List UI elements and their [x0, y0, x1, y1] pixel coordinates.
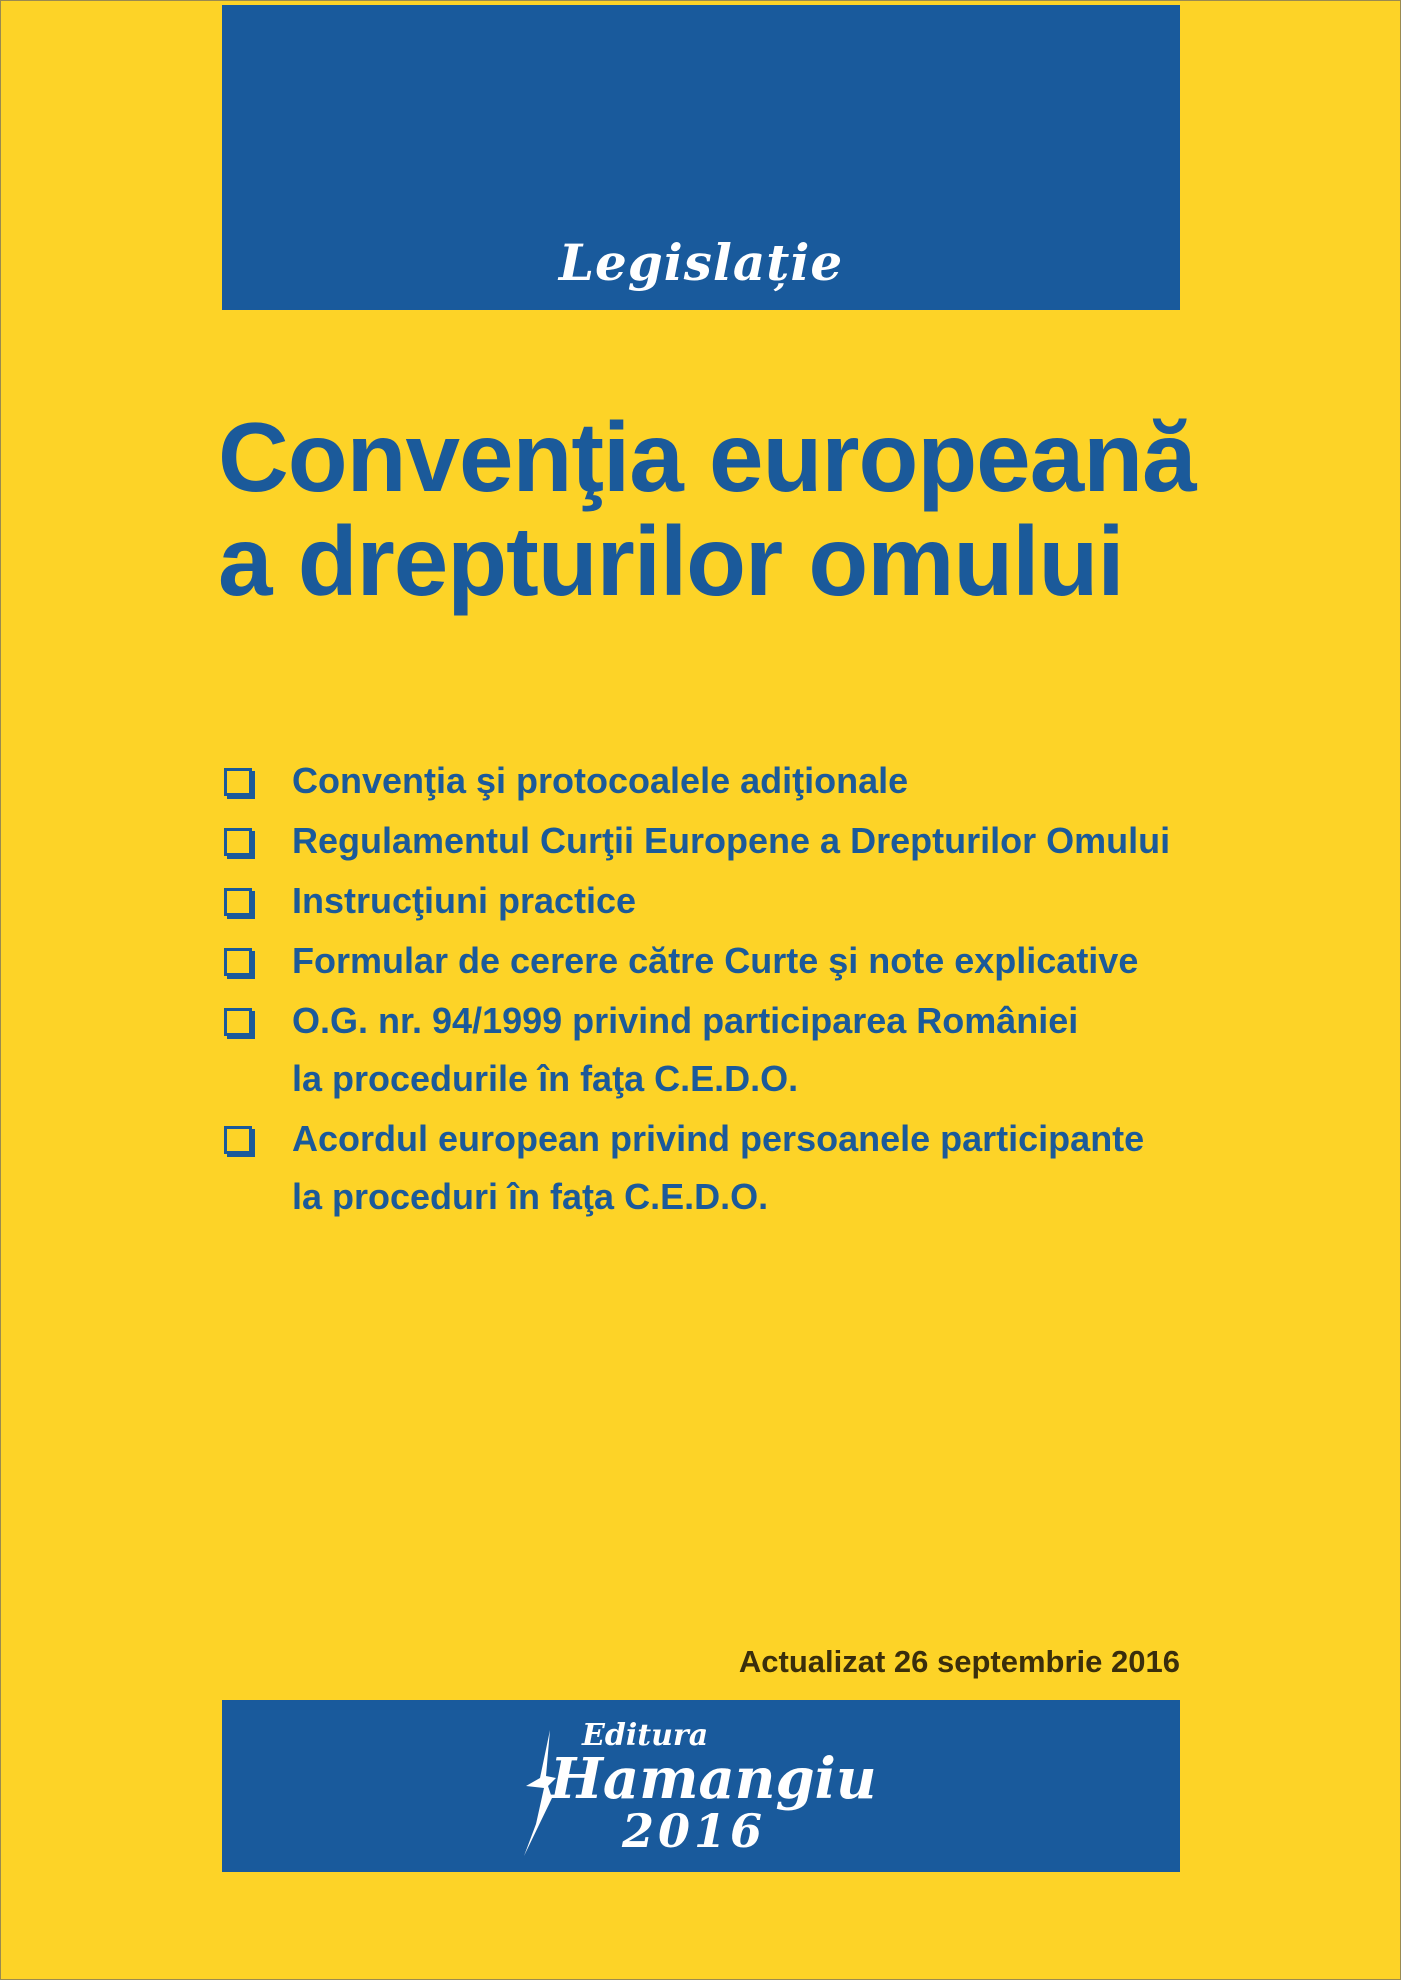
contents-list	[222, 752, 1170, 1228]
checkbox-icon	[224, 1126, 252, 1154]
list-item-line: Instrucţiuni practice	[292, 880, 637, 921]
publisher-name: Hamangiu	[550, 1746, 877, 1812]
list-item-line: la procedurile în faţa C.E.D.O.	[292, 1058, 799, 1099]
title-line-1: Convenţia europeană	[218, 402, 1196, 512]
list-item-text	[292, 992, 1078, 1108]
publisher-prefix: Editura	[582, 1718, 709, 1753]
checkbox-icon	[224, 828, 252, 856]
list-item-line: Acordul european privind persoanele participante	[292, 1118, 1145, 1159]
title-line-2: a drepturilor omului	[218, 506, 1124, 616]
publisher-band	[222, 1700, 1180, 1872]
book-title	[218, 402, 1196, 616]
checkbox-icon	[224, 1008, 252, 1036]
list-item-text	[292, 932, 1138, 990]
publisher-logo	[522, 1718, 922, 1858]
list-item	[222, 752, 1170, 810]
list-item-line: Convenţia şi protocoalele adiţionale	[292, 760, 909, 801]
list-item-text	[292, 752, 908, 810]
series-label: Legislație	[558, 233, 844, 292]
list-item-line: Regulamentul Curţii Europene a Drepturilor Omului	[292, 820, 1171, 861]
list-item	[222, 872, 1170, 930]
series-band	[222, 5, 1180, 310]
list-item	[222, 932, 1170, 990]
list-item	[222, 992, 1170, 1108]
list-item	[222, 812, 1170, 870]
checkbox-icon	[224, 888, 252, 916]
checkbox-icon	[224, 948, 252, 976]
list-item-text	[292, 812, 1170, 870]
publisher-year: 2016	[622, 1804, 767, 1858]
list-item-text	[292, 1110, 1144, 1226]
list-item-line: O.G. nr. 94/1999 privind participarea României	[292, 1000, 1079, 1041]
checkbox-icon	[224, 768, 252, 796]
list-item-text	[292, 872, 636, 930]
list-item	[222, 1110, 1170, 1226]
list-item-line: Formular de cerere către Curte şi note explicative	[292, 940, 1139, 981]
updated-date: Actualizat 26 septembrie 2016	[738, 1644, 1180, 1679]
list-item-line: la proceduri în faţa C.E.D.O.	[292, 1176, 769, 1217]
